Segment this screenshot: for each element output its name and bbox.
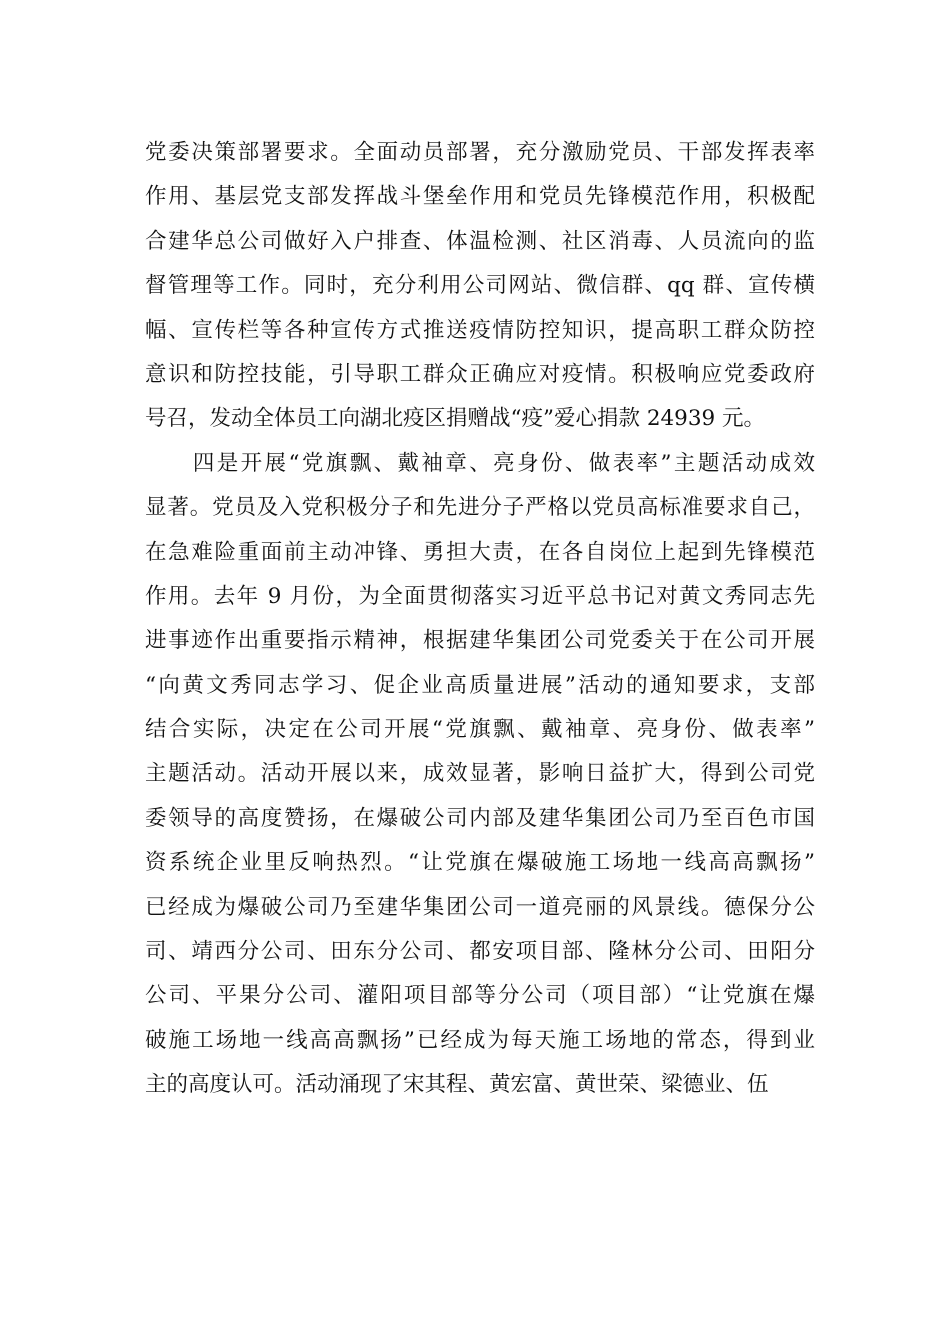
text-line: 司、靖西分公司、田东分公司、都安项目部、隆林分公司、田阳分 <box>145 939 815 965</box>
text-line: 进事迹作出重要指示精神，根据建华集团公司党委关于在公司开展 <box>145 628 815 654</box>
text-line: 委领导的高度赞扬，在爆破公司内部及建华集团公司乃至百色市国 <box>145 805 815 831</box>
text-line: 显著。党员及入党积极分子和先进分子严格以党员高标准要求自己， <box>145 495 815 521</box>
text-line: 督管理等工作。同时，充分利用公司网站、微信群、qq 群、宣传横 <box>145 273 815 299</box>
text-line: 作用。去年 9 月份，为全面贯彻落实习近平总书记对黄文秀同志先 <box>145 583 815 609</box>
text-line: 破施工场地一线高高飘扬”已经成为每天施工场地的常态，得到业 <box>145 1027 815 1053</box>
text-line: 意识和防控技能，引导职工群众正确应对疫情。积极响应党委政府 <box>145 361 815 387</box>
text-line-paragraph-start: 四是开展“党旗飘、戴袖章、亮身份、做表率”主题活动成效 <box>145 450 815 476</box>
text-line: 党委决策部署要求。全面动员部署，充分激励党员、干部发挥表率 <box>145 140 815 165</box>
text-line: 已经成为爆破公司乃至建华集团公司一道亮丽的风景线。德保分公 <box>145 894 815 920</box>
text-line: 作用、基层党支部发挥战斗堡垒作用和党员先锋模范作用，积极配 <box>145 184 815 210</box>
text-line: 幅、宣传栏等各种宣传方式推送疫情防控知识，提高职工群众防控 <box>145 317 815 343</box>
body-text <box>145 131 815 1108</box>
text-line: 公司、平果分公司、灌阳项目部等分公司（项目部）“让党旗在爆 <box>145 983 815 1009</box>
text-line: 合建华总公司做好入户排查、体温检测、社区消毒、人员流向的监 <box>145 228 815 254</box>
text-line: 主题活动。活动开展以来，成效显著，影响日益扩大，得到公司党 <box>145 761 815 787</box>
text-line: “向黄文秀同志学习、促企业高质量进展”活动的通知要求，支部 <box>145 672 815 698</box>
text-line: 结合实际，决定在公司开展“党旗飘、戴袖章、亮身份、做表率” <box>145 717 815 743</box>
text-line: 主的高度认可。活动涌现了宋其程、黄宏富、黄世荣、梁德业、伍 <box>145 1072 769 1098</box>
text-line-paragraph-end: 号召，发动全体员工向湖北疫区捐赠战“疫”爱心捐款 24939 元。 <box>145 406 766 432</box>
text-line: 在急难险重面前主动冲锋、勇担大责，在各自岗位上起到先锋模范 <box>145 539 815 565</box>
text-line: 资系统企业里反响热烈。“让党旗在爆破施工场地一线高高飘扬” <box>145 850 815 876</box>
